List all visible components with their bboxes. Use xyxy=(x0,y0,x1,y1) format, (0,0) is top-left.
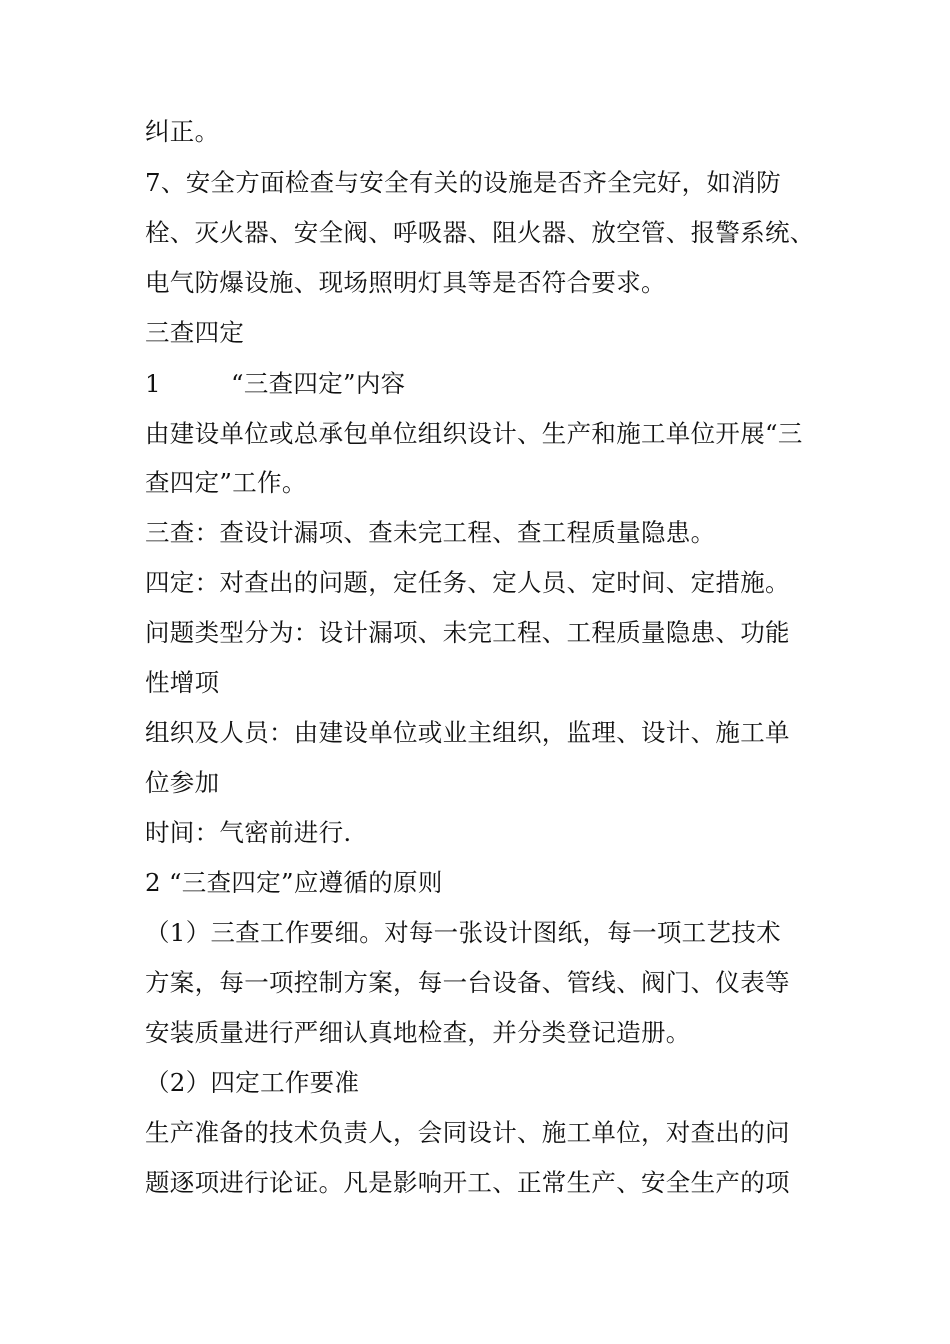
text-line: 题逐项进行论证。凡是影响开工、正常生产、安全生产的项 xyxy=(145,1168,790,1197)
text-line: 纠正。 xyxy=(145,117,220,146)
section-number: 1 xyxy=(145,369,161,398)
subsection-heading: 2 “三查四定”应遵循的原则 xyxy=(145,868,443,897)
text-line: 安装质量进行严细认真地检查，并分类登记造册。 xyxy=(145,1018,691,1047)
text-line: 生产准备的技术负责人，会同设计、施工单位，对查出的问 xyxy=(145,1118,790,1147)
text-line: 四定：对查出的问题，定任务、定人员、定时间、定措施。 xyxy=(145,568,790,597)
section-heading: 三查四定 xyxy=(145,318,245,347)
text-line: 位参加 xyxy=(145,768,220,797)
text-line: 方案，每一项控制方案，每一台设备、管线、阀门、仪表等 xyxy=(145,968,790,997)
subsection-title: “三查四定”内容 xyxy=(231,369,406,398)
subsection-heading xyxy=(145,369,405,399)
text-line: 电气防爆设施、现场照明灯具等是否符合要求。 xyxy=(145,268,666,297)
text-line: 时间：气密前进行. xyxy=(145,818,352,847)
text-line: 栓、灭火器、安全阀、呼吸器、阻火器、放空管、报警系统、 xyxy=(145,218,815,247)
text-line: 7、安全方面检查与安全有关的设施是否齐全完好，如消防 xyxy=(145,168,781,197)
text-line: （1）三查工作要细。对每一张设计图纸，每一项工艺技术 xyxy=(145,918,781,947)
text-line: 性增项 xyxy=(145,668,220,697)
text-line: 问题类型分为：设计漏项、未完工程、工程质量隐患、功能 xyxy=(145,618,790,647)
text-line: （2）四定工作要准 xyxy=(145,1068,360,1097)
text-line: 由建设单位或总承包单位组织设计、生产和施工单位开展“三 xyxy=(145,419,803,448)
text-line: 查四定”工作。 xyxy=(145,468,307,497)
text-line: 组织及人员：由建设单位或业主组织，监理、设计、施工单 xyxy=(145,718,790,747)
text-line: 三查：查设计漏项、查未完工程、查工程质量隐患。 xyxy=(145,518,716,547)
